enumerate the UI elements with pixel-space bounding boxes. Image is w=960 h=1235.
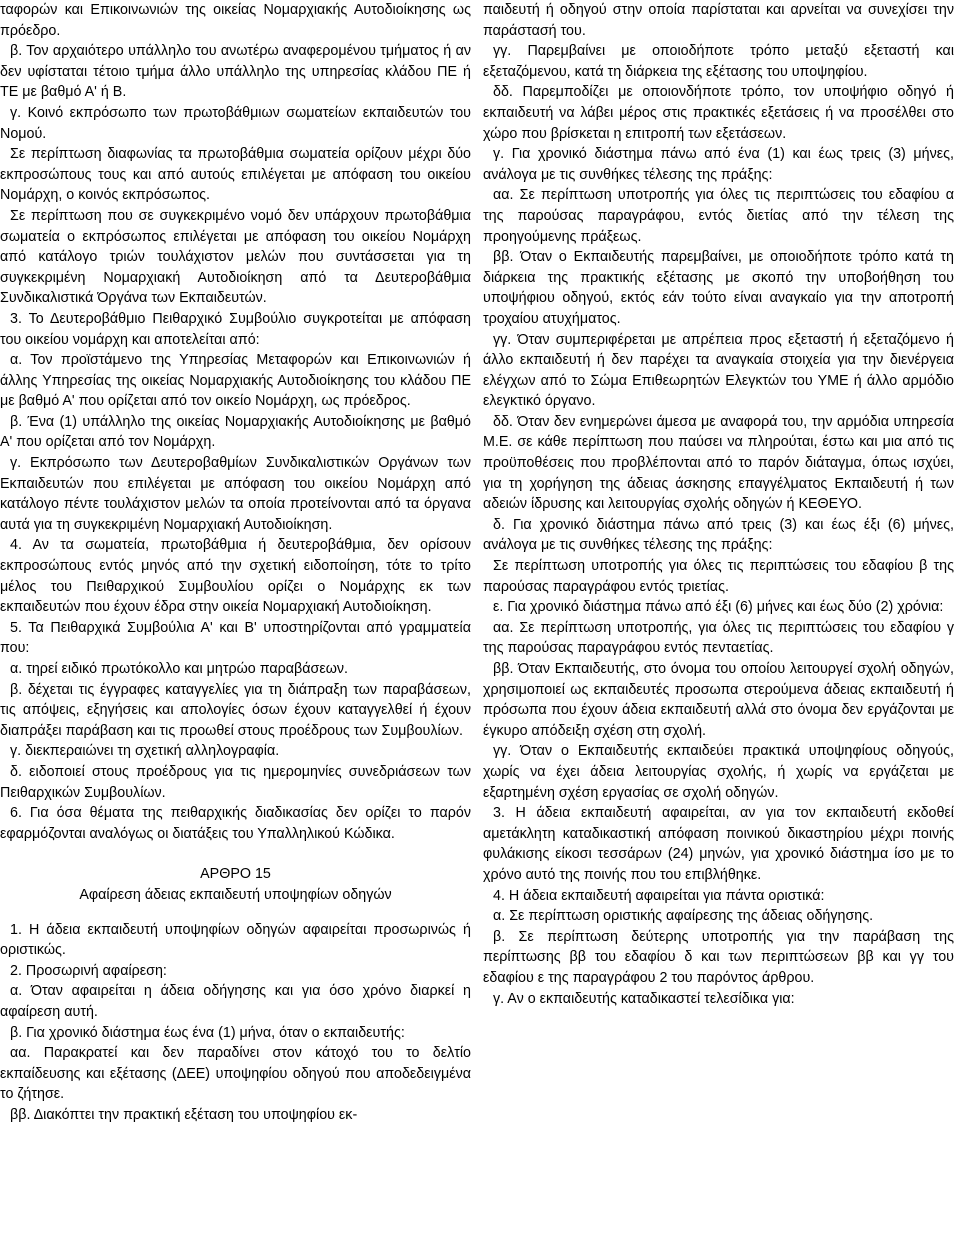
paragraph: 6. Για όσα θέματα της πειθαρχικής διαδικασίας δεν ορίζει το παρόν εφαρμόζονται αναλόγως οι διατάξεις του Υπαλληλικού Κώδικα.: [0, 805, 471, 842]
paragraph: ββ. Όταν Εκπαιδευτής, στο όνομα του οποίου λειτουργεί σχολή οδηγών, χρησιμοποιεί ως εκπαιδευτές προσωπα στερούμενα άδειας εκπαιδευτή ή πρόσωπα που έχουν άδεια εκπαιδευτή αλλά στο όνομα δεν εργάζονται με έγκυρο απόδειξη σχέση στη σχολή.: [483, 661, 954, 739]
paragraph: β. Σε περίπτωση δεύτερης υποτροπής για την παράβαση της περίπτωσης ββ του εδαφίου δ και των περιπτώσεων ββ και γγ του εδαφίου ε της παραγράφου 2 του παρόντος άρθρου.: [483, 928, 954, 986]
paragraph: β. Για χρονικό διάστημα έως ένα (1) μήνα, όταν ο εκπαιδευτής:: [10, 1024, 405, 1041]
paragraph: Σε περίπτωση διαφωνίας τα πρωτοβάθμια σωματεία ορίζουν μέχρι δύο εκπροσώπους τους και από αυτούς επιλέγεται με απόφαση του οικείου Νομάρχη, ο κοινός εκπρόσωπος.: [0, 146, 471, 204]
article-title: Αφαίρεση άδειας εκπαιδευτή υποψηφίων οδηγών: [79, 886, 392, 903]
section-spacer: [0, 844, 471, 864]
paragraph: 5. Τα Πειθαρχικά Συμβούλια Α' και Β' υποστηρίζονται από γραμματεία που:: [0, 619, 471, 657]
paragraph: α. τηρεί ειδικό πρωτόκολλο και μητρώο παραβάσεων.: [10, 661, 348, 677]
paragraph: ε. Για χρονικό διάστημα πάνω από έξι (6) μήνες και έως δύο (2) χρόνια:: [493, 599, 944, 616]
paragraph: γ. Για χρονικό διάστημα πάνω από ένα (1) και έως τρεις (3) μήνες, ανάλογα με τις συνθήκες τέλεσης της πράξης:: [483, 146, 954, 183]
paragraph: 2. Προσωρινή αφαίρεση:: [10, 962, 167, 979]
paragraph: ββ. Όταν ο Εκπαιδευτής παρεμβαίνει, με οποιοδήποτε τρόπο κατά τη διάρκεια της πρακτικής εξέτασης με σκοπό την υποβοήθηση του υποψήφιου οδηγού, εκτός εάν τούτο είναι αναγκαίο για την αποτροπή τροχαίου ατυχήματος.: [483, 249, 954, 327]
paragraph: δδ. Παρεμποδίζει με οποιονδήποτε τρόπο, τον υποψήφιο οδηγό ή εκπαιδευτή να λάβει μέρος στις πρακτικές εξετάσεις ή να προσέλθει στο χώρο που βρίσκεται η επιτροπή των εξετάσεων.: [483, 84, 954, 142]
paragraph: α. Σε περίπτωση οριστικής αφαίρεσης της άδειας οδήγησης.: [493, 908, 874, 925]
paragraph: 4. Αν τα σωματεία, πρωτοβάθμια ή δευτεροβάθμια, δεν ορίσουν εκπροσώπους εντός μηνός από την σχετική ειδοποίηση, τότε το τρίτο μέλος του Πειθαρχικού Συμβουλίου ορίζει ο Νομάρχης εκ των εκπαιδευτών που έχουν έδρα στην οικεία Νομαρχιακή Αυτοδιοίκηση.: [0, 537, 471, 616]
paragraph: α. Τον προϊστάμενο της Υπηρεσίας Μεταφορών και Επικοινωνιών ή άλλης Υπηρεσίας της οικείας Νομαρχιακής Αυτοδιοίκησης του κλάδου ΠΕ με βαθμό Α' που ορίζεται από τον οικείο Νομάρχη, ως πρόεδρος.: [0, 352, 471, 410]
paragraph: β. δέχεται τις έγγραφες καταγγελίες για τη διάπραξη των παραβάσεων, τις απόψεις, εξηγήσεις και απολογίες όσων έχουν καταγγελθεί ή έχουν διαπράξει παράβαση και τις προωθεί στους προέδρους των Συμβουλίων.: [0, 681, 471, 739]
paragraph: γγ. Όταν ο Εκπαιδευτής εκπαιδεύει πρακτικά υποψηφίους οδηγούς, χωρίς να έχει άδεια λειτουργίας σχολής, ή χωρίς να εργάζεται με εξαρτημένη σχέση εργασίας σε σχολή οδηγών.: [483, 743, 954, 801]
right-column: [483, 0, 954, 1235]
paragraph: γ. Αν ο εκπαιδευτής καταδικαστεί τελεσίδικα για:: [493, 990, 795, 1007]
paragraph: αα. Σε περίπτωση υποτροπής, για όλες τις περιπτώσεις του εδαφίου γ της παρούσας παραγράφου εντός πενταετίας.: [483, 619, 954, 657]
paragraph: γ. Εκπρόσωπο των Δευτεροβαθμίων Συνδικαλιστικών Οργάνων των Εκπαιδευτών που επιλέγεται με απόφαση του οικείου Νομάρχη από κατάλογο πέντε τουλάχιστον μελών τα οποία προτείνονται από τα όργανα αυτά για τη συγκεκριμένη Νομαρχιακή Αυτοδιοίκηση.: [0, 455, 471, 533]
paragraph: 4. Η άδεια εκπαιδευτή αφαιρείται για πάντα οριστικά:: [493, 887, 825, 904]
paragraph: δ. ειδοποιεί στους προέδρους για τις ημερομηνίες συνεδριάσεων των Πειθαρχικών Συμβουλίων.: [0, 763, 471, 801]
left-column: [0, 0, 471, 1235]
paragraph: α. Όταν αφαιρείται η άδεια οδήγησης και για όσο χρόνο διαρκεί η αφαίρεση αυτή.: [0, 983, 471, 1020]
paragraph: γ. διεκπεραιώνει τη σχετική αλληλογραφία.: [10, 743, 280, 760]
paragraph: αα. Παρακρατεί και δεν παραδίνει στον κάτοχό του το δελτίο εκπαίδευσης και εξέτασης (ΔΕΕ) υποψηφίου οδηγού που αποδεδειγμένα το ζήτησε.: [0, 1045, 471, 1103]
paragraph: 3. Η άδεια εκπαιδευτή αφαιρείται, αν για τον εκπαιδευτή εκδοθεί αμετάκλητη καταδικαστική απόφαση ποινικού δικαστηρίου μέχρι ποινής φυλάκισης είκοσι τεσσάρων (24) μηνών, για χρονικό διάστημα ίσο με το χρόνο αυτό της ποινής που του επιβλήθηκε.: [483, 805, 954, 883]
paragraph: β. Τον αρχαιότερο υπάλληλο του ανωτέρω αναφερομένου τμήματος ή αν δεν υφίσταται τέτοιο τμήμα άλλο υπάλληλο της υπηρεσίας κλάδου ΠΕ ή ΤΕ με βαθμό Α' ή Β.: [0, 43, 471, 101]
paragraph: Σε περίπτωση που σε συγκεκριμένο νομό δεν υπάρχουν πρωτοβάθμια σωματεία ο εκπρόσωπος επιλέγεται με απόφαση του οικείου Νομάρχη από κατάλογο τριών τουλάχιστον μελών που συντάσσεται για τη συγκεκριμένη Νομαρχιακή Αυτοδιοίκηση από τα Δευτεροβάθμια Συνδικαλιστικά Όργάνα των Εκπαιδευτών.: [0, 207, 471, 307]
paragraph: 3. Το Δευτεροβάθμιο Πειθαρχικό Συμβούλιο συγκροτείται με απόφαση του οικείου νομάρχη και αποτελείται από:: [0, 310, 471, 348]
paragraph: Σε περίπτωση υποτροπής για όλες τις περιπτώσεις του εδαφίου β της παρούσας παραγράφου εντός τριετίας.: [483, 558, 954, 595]
paragraph: ββ. Διακόπτει την πρακτική εξέταση του υποψηφίου εκ-: [10, 1106, 358, 1123]
paragraph: δ. Για χρονικό διάστημα πάνω από τρεις (3) και έως έξι (6) μήνες, ανάλογα με τις συνθήκες τέλεσης της πράξης:: [483, 516, 954, 554]
paragraph: γ. Κοινό εκπρόσωπο των πρωτοβάθμιων σωματείων εκπαιδευτών του Νομού.: [0, 104, 471, 142]
paragraph: γγ. Παρεμβαίνει με οποιοδήποτε τρόπο μεταξύ εξεταστή και εξεταζόμενου, κατά τη διάρκεια της εξέτασης του υποψηφίου.: [483, 43, 954, 80]
paragraph: παιδευτή ή οδηγού στην οποία παρίσταται και αρνείται να συνεχίσει την παράστασή του.: [483, 2, 954, 39]
paragraph: β. Ένα (1) υπάλληλο της οικείας Νομαρχιακής Αυτοδιοίκησης με βαθμό Α' που ορίζεται από τον Νομάρχη.: [0, 413, 471, 451]
article-heading: ΑΡΘΡΟ 15: [200, 866, 271, 883]
section-spacer: [0, 906, 471, 920]
paragraph: γγ. Όταν συμπεριφέρεται με απρέπεια προς εξεταστή ή εξεταζόμενο ή άλλο εκπαιδευτή ή δεν παρέχει τα αναγκαία στοιχεία για την διενέργεια ελέγχων από το Σώμα Επιθεωρητών Ελεγκτών του ΥΜΕ ή άλλο αρμόδιο ελεγκτικό όργανο.: [483, 331, 954, 410]
paragraph: αα. Σε περίπτωση υποτροπής για όλες τις περιπτώσεις του εδαφίου α της παρούσας παραγράφου, εντός διετίας από την τέλεση της προηγούμενης πράξεως.: [483, 187, 954, 245]
paragraph: δδ. Όταν δεν ενημερώνει άμεσα με αναφορά του, την αρμόδια υπηρεσία Μ.Ε. σε κάθε περίπτωση που παύσει να πληρούται, έστω και μια από τις προϋποθέσεις που προβλέπονται από το παρόν διάταγμα, όπως ισχύει, για τη χορήγηση της άδειας άσκησης επαγγέλματος Εκπαιδευτή ή των αδειών ίδρυσης και λειτουργίας σχολής οδηγών ή ΚΕΘΕΥΟ.: [483, 413, 954, 513]
paragraph: ταφορών και Επικοινωνιών της οικείας Νομαρχιακής Αυτοδιοίκησης ως πρόεδρο.: [0, 2, 471, 39]
paragraph: 1. Η άδεια εκπαιδευτή υποψηφίων οδηγών αφαιρείται προσωρινώς ή οριστικώς.: [0, 921, 471, 959]
